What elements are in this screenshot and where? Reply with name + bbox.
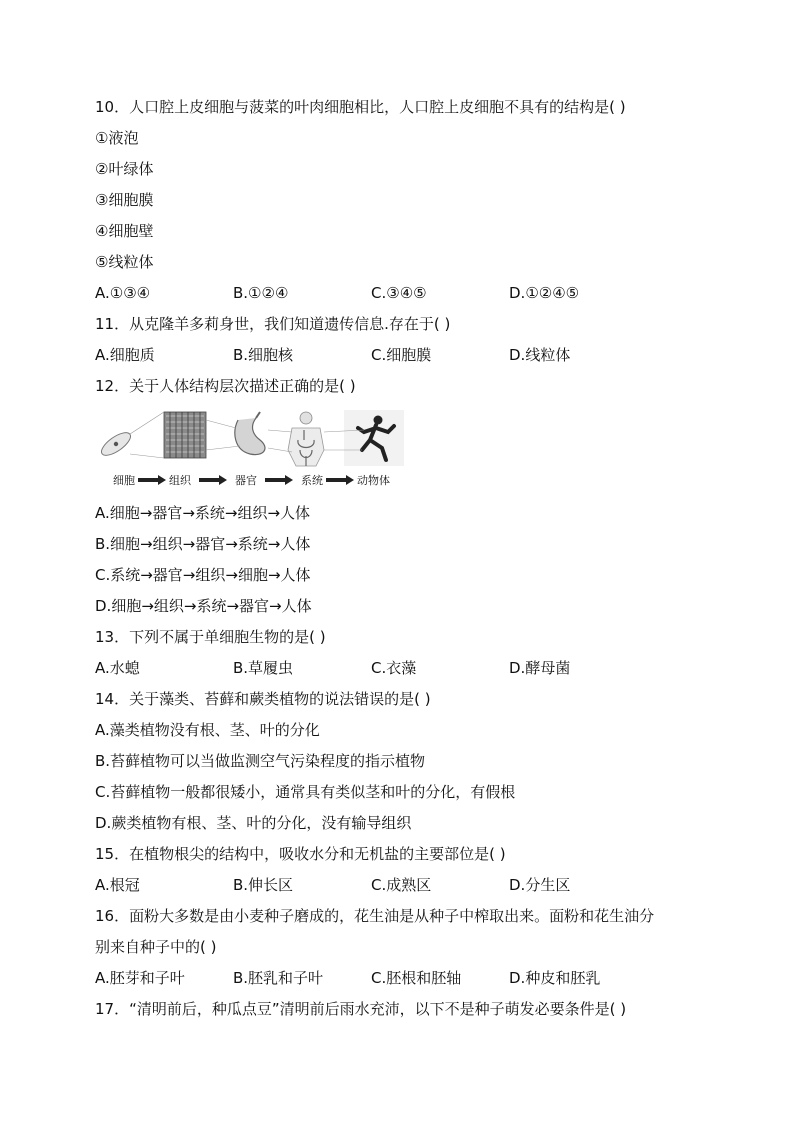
q10-item-1: ①液泡 xyxy=(95,129,139,147)
q10-option-c[interactable]: C.③④⑤ xyxy=(371,284,427,302)
flow-animal-label: 动物体 xyxy=(357,474,390,487)
q10-option-b[interactable]: B.①②④ xyxy=(233,284,289,302)
q10-item-4: ④细胞壁 xyxy=(95,222,154,240)
q14-option-a[interactable]: A.藻类植物没有根、茎、叶的分化 xyxy=(95,721,320,739)
q16-option-b[interactable]: B.胚乳和子叶 xyxy=(233,969,324,987)
q10-option-a[interactable]: A.①③④ xyxy=(95,284,151,302)
q15-option-b[interactable]: B.伸长区 xyxy=(233,876,294,894)
question-10-options xyxy=(95,278,715,309)
q15-option-a[interactable]: A.根冠 xyxy=(95,876,140,894)
q12-option-b[interactable]: B.细胞→组织→器官→系统→人体 xyxy=(95,535,311,553)
cell-image xyxy=(100,429,134,460)
arrow-icon xyxy=(199,477,227,483)
q14-option-c[interactable]: C.苔藓植物一般都很矮小，通常具有类似茎和叶的分化，有假根 xyxy=(95,783,516,801)
question-12-stem: 12．关于人体结构层次描述正确的是( ) xyxy=(95,377,356,395)
q16-option-d[interactable]: D.种皮和胚乳 xyxy=(509,969,601,987)
question-15-stem: 15．在植物根尖的结构中，吸收水分和无机盐的主要部位是( ) xyxy=(95,845,506,863)
q13-option-b[interactable]: B.草履虫 xyxy=(233,659,294,677)
q16-option-c[interactable]: C.胚根和胚轴 xyxy=(371,969,462,987)
q11-option-c[interactable]: C.细胞膜 xyxy=(371,346,432,364)
q10-item-2: ②叶绿体 xyxy=(95,160,154,178)
question-13-stem: 13．下列不属于单细胞生物的是( ) xyxy=(95,628,326,646)
q13-option-d[interactable]: D.酵母菌 xyxy=(509,659,571,677)
q15-option-c[interactable]: C.成熟区 xyxy=(371,876,432,894)
q15-option-d[interactable]: D.分生区 xyxy=(509,876,571,894)
q10-item-5: ⑤线粒体 xyxy=(95,253,154,271)
flow-tissue-label: 组织 xyxy=(169,474,191,487)
question-15-options xyxy=(95,870,715,901)
q14-option-d[interactable]: D.蕨类植物有根、茎、叶的分化，没有输导组织 xyxy=(95,814,412,832)
question-14-stem: 14．关于藻类、苔藓和蕨类植物的说法错误的是( ) xyxy=(95,690,431,708)
q10-option-d[interactable]: D.①②④⑤ xyxy=(509,284,580,302)
organ-image xyxy=(235,412,265,455)
flow-organ-label: 器官 xyxy=(235,474,257,487)
question-13-options xyxy=(95,653,715,684)
q12-option-c[interactable]: C.系统→器官→组织→细胞→人体 xyxy=(95,566,311,584)
animal-body-image xyxy=(344,410,404,466)
question-17-stem: 17．“清明前后，种瓜点豆”清明前后雨水充沛，以下不是种子萌发必要条件是( ) xyxy=(95,1000,627,1018)
question-16-stem-line1: 16．面粉大多数是由小麦种子磨成的，花生油是从种子中榨取出来。面粉和花生油分 xyxy=(95,907,655,925)
q12-option-d[interactable]: D.细胞→组织→系统→器官→人体 xyxy=(95,597,312,615)
arrow-icon xyxy=(138,477,166,483)
q11-option-b[interactable]: B.细胞核 xyxy=(233,346,294,364)
question-16-options xyxy=(95,963,715,994)
q13-option-a[interactable]: A.水螅 xyxy=(95,659,140,677)
hierarchy-illustration xyxy=(100,410,410,468)
body-hierarchy-figure xyxy=(95,404,715,496)
hierarchy-flow xyxy=(113,472,390,488)
question-16-stem-line2: 别来自种子中的( ) xyxy=(95,938,217,956)
question-11-stem: 11．从克隆羊多莉身世，我们知道遗传信息.存在于( ) xyxy=(95,315,451,333)
system-image xyxy=(288,412,324,466)
question-11-options xyxy=(95,340,715,371)
q10-item-3: ③细胞膜 xyxy=(95,191,154,209)
q11-option-a[interactable]: A.细胞质 xyxy=(95,346,155,364)
question-10-stem: 10．人口腔上皮细胞与菠菜的叶肉细胞相比，人口腔上皮细胞不具有的结构是( ) xyxy=(95,98,626,116)
exam-page xyxy=(95,92,715,1025)
q12-option-a[interactable]: A.细胞→器官→系统→组织→人体 xyxy=(95,504,311,522)
arrow-icon xyxy=(265,477,293,483)
flow-system-label: 系统 xyxy=(301,474,323,487)
q16-option-a[interactable]: A.胚芽和子叶 xyxy=(95,969,185,987)
q13-option-c[interactable]: C.衣藻 xyxy=(371,659,417,677)
q14-option-b[interactable]: B.苔藓植物可以当做监测空气污染程度的指示植物 xyxy=(95,752,426,770)
q11-option-d[interactable]: D.线粒体 xyxy=(509,346,571,364)
arrow-icon xyxy=(326,477,354,483)
tissue-image xyxy=(164,412,206,458)
flow-cell-label: 细胞 xyxy=(113,474,135,487)
